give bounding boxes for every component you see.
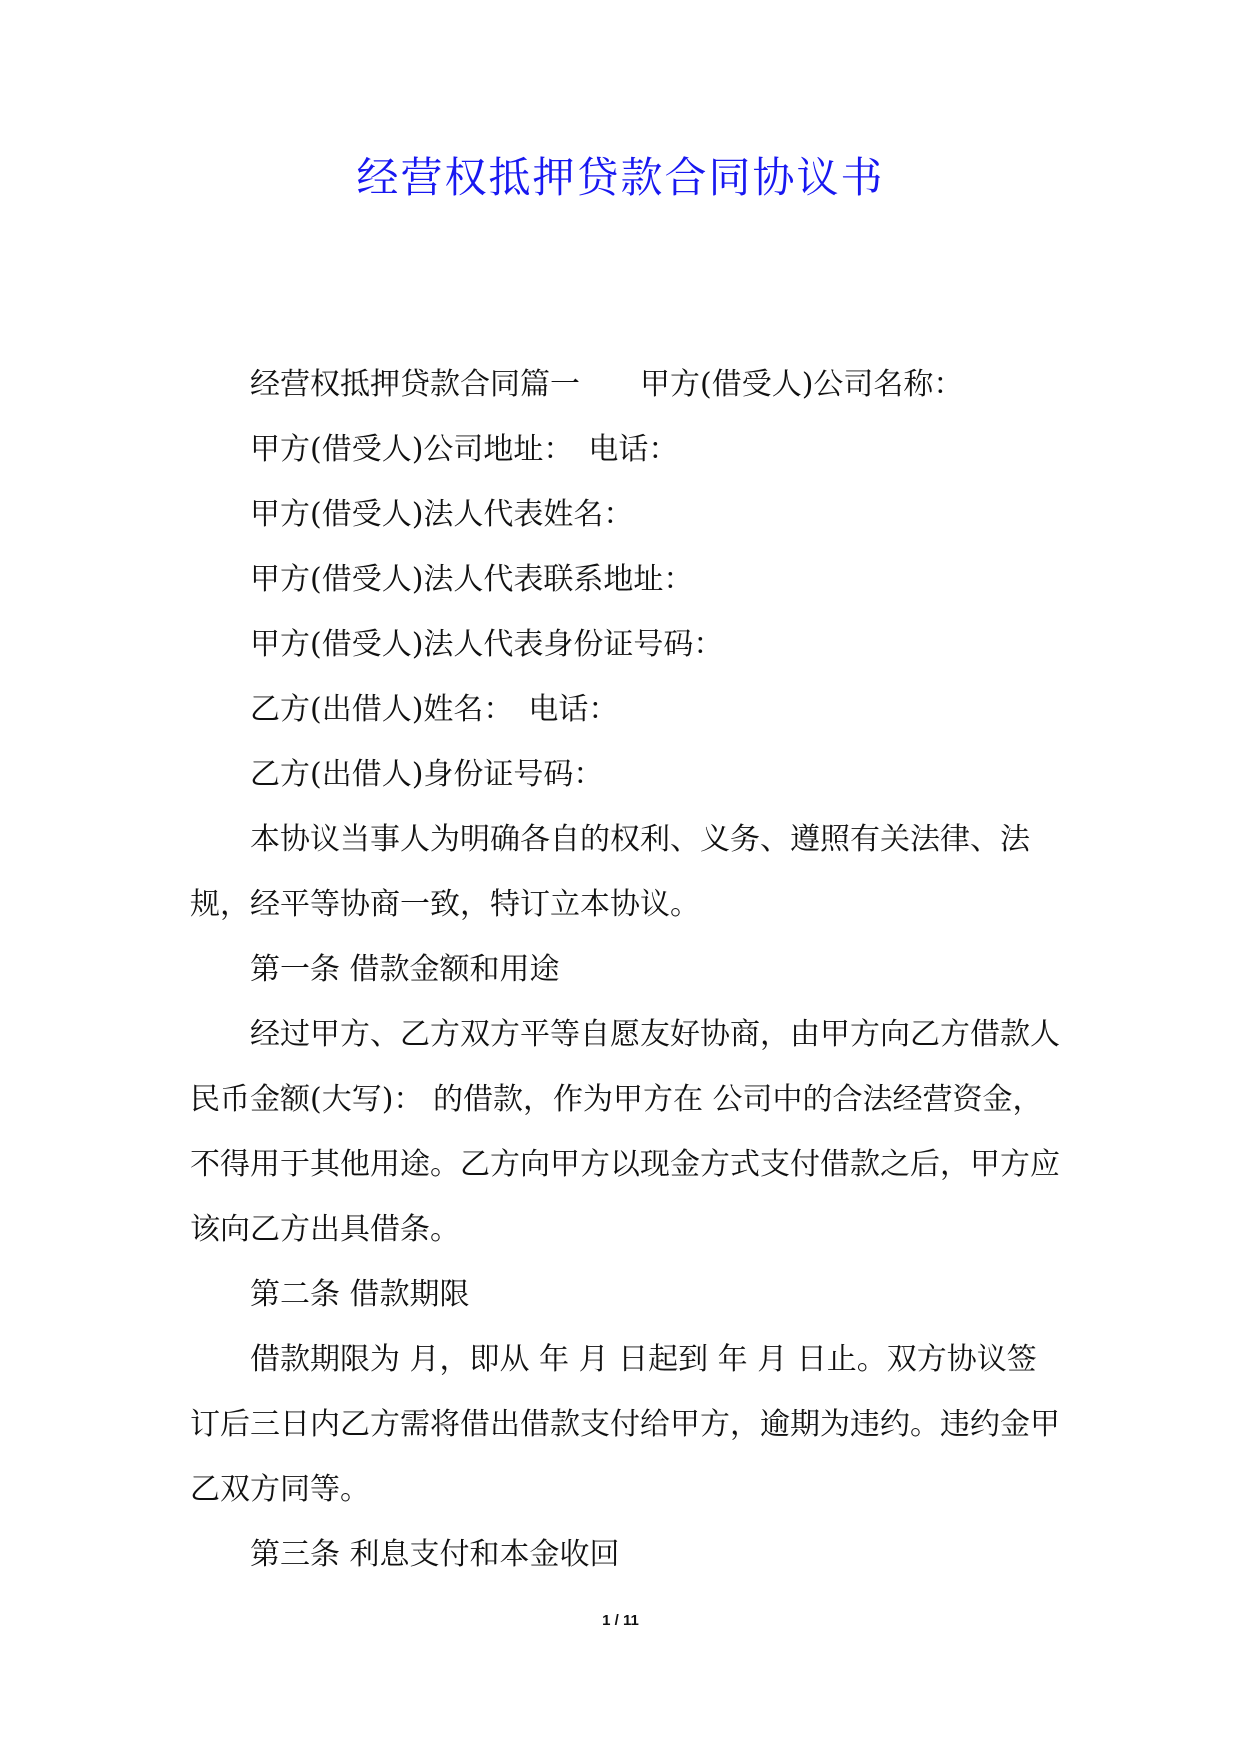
document-body — [190, 352, 1060, 1587]
paragraph-heading-line: 经营权抵押贷款合同篇一 甲方(借受人)公司名称： — [250, 367, 964, 402]
article-2-body: 借款期限为 月，即从 年 月 日起到 年 月 日止。双方协议签订后三日内乙方需将借出借款支付给甲方，逾期为违约。违约金甲乙双方同等。 — [190, 1342, 1060, 1507]
paragraph-party-b-name: 乙方(出借人)姓名： 电话： — [250, 692, 619, 727]
paragraph-party-a-address: 甲方(借受人)公司地址： 电话： — [250, 432, 679, 467]
document-title: 经营权抵押贷款合同协议书 — [356, 153, 885, 202]
paragraph-party-a-contact-address: 甲方(借受人)法人代表联系地址： — [250, 562, 694, 597]
paragraph-agreement-intro: 本协议当事人为明确各自的权利、义务、遵照有关法律、法规，经平等协商一致，特订立本协议。 — [190, 822, 1030, 922]
article-2-heading: 第二条 借款期限 — [250, 1277, 470, 1312]
paragraph-party-a-id-number: 甲方(借受人)法人代表身份证号码： — [250, 627, 724, 662]
article-1-heading: 第一条 借款金额和用途 — [250, 952, 560, 987]
article-1-body: 经过甲方、乙方双方平等自愿友好协商，由甲方向乙方借款人民币金额(大写)： 的借款，作为甲方在 公司中的合法经营资金，不得用于其他用途。乙方向甲方以现金方式支付借款之后，甲方应该向乙方出具借条。 — [190, 1017, 1060, 1247]
paragraph-party-b-id-number: 乙方(出借人)身份证号码： — [250, 757, 604, 792]
paragraph-party-a-representative: 甲方(借受人)法人代表姓名： — [250, 497, 634, 532]
article-3-heading: 第三条 利息支付和本金收回 — [250, 1537, 620, 1572]
page-number: 1 / 11 — [602, 1612, 639, 1629]
